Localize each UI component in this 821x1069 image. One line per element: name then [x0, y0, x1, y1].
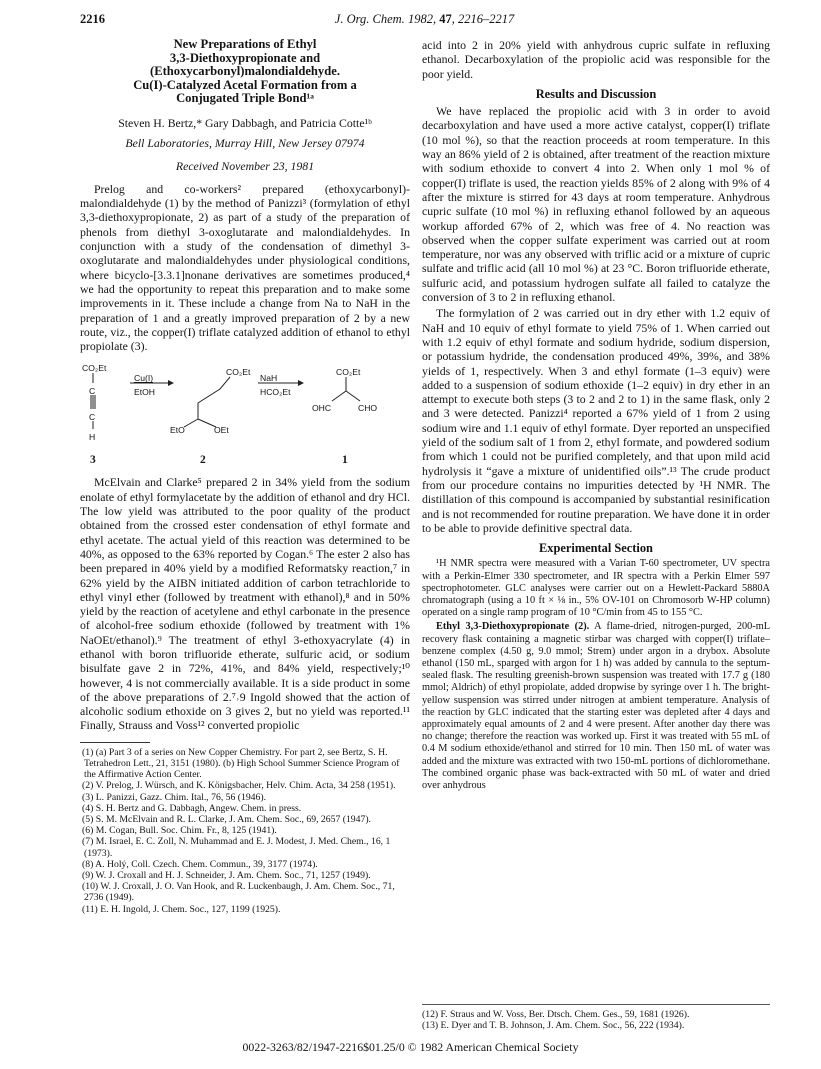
journal-name: J. Org. Chem. [334, 12, 405, 26]
experimental-heading: Experimental Section [539, 541, 653, 556]
right-intro-paragraph: acid into 2 in 20% yield with anhydrous cupric sulfate in refluxing ethanol. Decarboxylation of the propiolic acid was responsible for the poor yield. [422, 38, 770, 81]
footnotes-right [422, 1009, 770, 1032]
title-line: Cu(I)-Catalyzed Acetal Formation from a [133, 77, 357, 92]
title-line: (Ethoxycarbonyl)malondialdehyde. [150, 64, 340, 79]
cmpd2-oet: OEt [214, 425, 229, 436]
footnote: (12) F. Straus and W. Voss, Ber. Dtsch. Chem. Ges., 59, 1681 (1926). [422, 1009, 690, 1020]
intro-paragraph: Prelog and co-workers² prepared (ethoxycarbonyl)-malondialdehyde (1) by the method of Panizzi³ (formylation of ethyl 3,3-diethoxypropionate, 2) as part of a study of the preparation of phenols from diethyl 3-oxoglutarate and malondialdehydes. In conjunction with a study of the condensation of dimethyl 3-oxoglutarate and malondialdehydes under physiological conditions, where bicyclo-[3.3.1]nonane derivatives are sometimes produced,⁴ we had the opportunity to repeat this preparation and to make some improvements in it. These include a change from Na to NaH in the preparation of 1 and a greatly improved preparation of 2 by a new route, viz., the copper(I) triflate catalyzed addition of ethanol to ethyl propiolate (3). [80, 181, 410, 354]
page-number: 2216 [80, 12, 105, 26]
footnote: (2) V. Prelog, J. Würsch, and K. Königsbacher, Helv. Chim. Acta, 34 258 (1951). [82, 780, 396, 792]
cmpd1-cho: CHO [358, 403, 378, 414]
received-date: Received November 23, 1981 [175, 158, 315, 173]
left-column [80, 38, 410, 915]
cmpd2-eto: EtO [170, 425, 185, 436]
cmpd3-co2et: CO₂Et [82, 363, 107, 374]
footnote: (4) S. H. Bertz and G. Dabbagh, Angew. Chem. in press. [82, 802, 302, 814]
journal-pages: , 2216–2217 [451, 12, 515, 26]
journal-volume: 47 [439, 12, 452, 26]
cmpd3-c-bottom: C [89, 412, 96, 423]
cmpd1-co2et: CO₂Et [336, 367, 361, 378]
footnote: (3) L. Panizzi, Gazz. Chim. Ital., 76, 56 (1946). [82, 791, 267, 803]
title-line: New Preparations of Ethyl [173, 37, 317, 51]
compound-label-3: 3 [90, 454, 96, 467]
cmpd2-co2et: CO₂Et [226, 367, 251, 378]
journal-citation [80, 12, 769, 27]
footnote: (10) W. J. Croxall, J. O. Van Hook, and R. Luckenbaugh, J. Am. Chem. Soc., 71, 2736 (1949). [82, 881, 395, 904]
footnote: (7) M. Israel, E. C. Zoll, N. Muhammad and E. J. Modest, J. Med. Chem., 16, 1 (1973). [82, 836, 391, 859]
footnotes-left [80, 747, 410, 915]
results-paragraph-1: We have replaced the propiolic acid with 3 in order to avoid decarboxylation and have used a more active catalyst, copper(I) triflate (10 mol %), so that the reaction proceeds at room temperature. In this way an 86% yield of 2 is obtained, after treatment of the reaction mixture with sodium ethoxide to convert 4 into 2. When only 1 mol % of copper(I) triflate is used, the reaction yields 85% of 2 along with 9% of 4 after the mixture is stirred for 43 days at room temperature. Anhydrous cupric sulfate (10 mol %) in refluxing ethanol followed by an aqueous workup afforded 67% of 2, which was free of 4. No reaction was observed when the copper sulfate experiment was carried out at room temperature, nor was any observed with triflic acid or a mixture of cupric sulfate and triflic acid (all 10 mol %) at 23 °C. Boron trifluoride etherate, sulfuric acid, and potassium hydrogen sulfate all failed to catalyze the conversion of 3 to 2 in refluxing ethanol. [422, 104, 770, 305]
experimental-paragraph-2 [422, 621, 770, 792]
footnote: (9) W. J. Croxall and H. J. Schneider, J. Am. Chem. Soc., 71, 1257 (1949). [82, 870, 371, 881]
cmpd3-h: H [89, 432, 96, 443]
reagent-etoh: EtOH [134, 387, 156, 398]
reaction-scheme [80, 361, 410, 471]
title-line: Conjugated Triple Bond¹ᵃ [176, 91, 314, 106]
footnote: (11) E. H. Ingold, J. Chem. Soc., 127, 1199 (1925). [82, 903, 281, 915]
reagent-cu: Cu(I) [134, 373, 154, 384]
article-title [88, 38, 402, 106]
footnote: (13) E. Dyer and T. B. Johnson, J. Am. Chem. Soc., 56, 222 (1934). [422, 1020, 685, 1032]
footnote-rule-right [422, 1004, 770, 1005]
footnote: (8) A. Holý, Coll. Czech. Chem. Commun., 39, 3177 (1974). [82, 858, 318, 870]
footnote: (6) M. Cogan, Bull. Soc. Chim. Fr., 8, 125 (1941). [82, 825, 277, 837]
page-header [80, 12, 769, 32]
affiliation: Bell Laboratories, Murray Hill, New Jersey 07974 [125, 136, 365, 151]
compound-label-2: 2 [200, 454, 206, 467]
results-heading: Results and Discussion [535, 86, 657, 101]
experimental-subheading: Ethyl 3,3-Diethoxypropionate (2). [436, 621, 590, 633]
footnote: (5) S. M. McElvain and R. L. Clarke, J. Am. Chem. Soc., 69, 2657 (1947). [82, 813, 371, 825]
reagent-hco2et: HCO₂Et [260, 387, 291, 398]
right-column [422, 38, 770, 792]
experimental-paragraph-1: ¹H NMR spectra were measured with a Varian T-60 spectrometer, UV spectra with a Perkin-Elmer 330 spectrometer, and IR spectra with a Perkin Elmer 597 spectrophotometer. GLC analyses were carrier out on a Hewlett-Packard 5880A chromatograph (using a 10 ft × ⅛ in., 5% OV-101 on Chromosorb W-HP column) operated on a single ramp program of 10 °C/min from 45 to 155 °C. [422, 558, 770, 619]
journal-year: 1982, [404, 12, 440, 26]
cmpd1-ohc: OHC [312, 403, 332, 414]
title-line: 3,3-Diethoxypropionate and [169, 50, 321, 65]
results-paragraph-2: The formylation of 2 was carried out in dry ether with 1.2 equiv of NaH and 10 equiv of ethyl formate to yield 75% of 1. When carried out with 1.2 equiv of ethyl formate and sodium hydride, sodium dispersion, or potassium hydride, the condensation produced 49%, 39%, and 38% yields of 1, respectively. When 3 and ethyl formate (1–3 equiv) were added to a suspension of sodium ethoxide (1–2 equiv) in dry ether in an attempt to execute both steps (3 to 2 and 2 to 1) in the same flask, only 2 and 3 were detected. Panizzi⁴ reported a 67% yield of 1 from 2 using sodium wire and 1.1 equiv of ethyl formate. Dyer reported an unspecified yield of the sodium salt of 1 from 2, ethyl formate, and powdered sodium from which 1 could not be purified completely, and that upon mild acid hydrolysis it “gave a mixture of unidentified oils”.¹³ The crude product from our procedure contains no impurities detected by ¹H NMR. The distillation of this compound is accompanied by substantial resinification and is not recommended for routine preparation. We have done it in order to be able to provide definitive spectral data. [422, 306, 770, 535]
experimental-paragraph-2-text: A flame-dried, nitrogen-purged, 200-mL recovery flask containing a magnetic stirbar was charged with copper(I) triflate–benzene complex (4.50 g, 9.0 mmol; Strem) under argon in a drybox. Absolute ethanol (150 mL, sparged with argon for 1 h) was added by cannula to the septum-sealed flask. The resulting greenish-brown suspension was treated with 17.7 g (180 mmol; Aldrich) of ethyl propiolate, added dropwise by syringe over 1 h. The bright-yellow suspension was stirred under nitrogen at ambient temperature. Analysis of the reaction by GLC indicated that the starting ester was depleted after 4 days and approximately equal amounts of 2 and 4 were present. After another day there was no change; therefore the reaction was worked up. First it was treated with 55 mL of 0.4 M sodium ethoxide/ethanol and stirred for 10 min. Then 150 mL of water was added and the mixture was extracted with two 150-mL portions of dichloromethane. The combined organic phase was back-extracted with 50 mL of water and dried over anhydrous [422, 621, 770, 792]
compound-label-1: 1 [342, 454, 348, 467]
cmpd3-c-top: C [89, 386, 96, 397]
page-footer: 0022-3263/82/1947-2216$01.25/0 © 1982 American Chemical Society [242, 1040, 579, 1054]
footnote-rule [80, 742, 150, 743]
authors: Steven H. Bertz,* Gary Dabbagh, and Patricia Cotte¹ᵇ [118, 115, 372, 130]
paragraph-2: McElvain and Clarke⁵ prepared 2 in 34% yield from the sodium enolate of ethyl formylacetate by the addition of ethanol and dry HCl. The low yield was attributed to the poor quality of the product obtained from the crossed ester condensation of ethyl formate and ethyl acetate. The actual yield of this reaction was determined to be 40%, as opposed to the 63% reported by Cogan.⁶ The ester 2 also has been prepared in 40% yield by a modified Reformatsky reaction,⁷ in 62% yield by the AIBN initiated addition of carbon tetrachloride to ethyl vinyl ether (followed by treatment with ethanol),⁸ and in 50% yield by the reaction of acetylene and ethyl carbonate in the presence of alcohol-free sodium ethoxide (followed by treatment with 1% NaOEt/ethanol).⁹ The treatment of ethyl 3-ethoxyacrylate (4) in ethanol with boron trifluoride etherate, sulfuric acid, or sodium bisulfate gave 2 in 72%, 41%, and 84% yield, respectively;¹⁰ however, 4 is not commercially available. It is a side product in some of the above preparations of 2.⁷˒9 Ingold showed that the action of alcoholic sodium ethoxide on 3 gives 2, but no yield was reported.¹¹ Finally, Strauss and Voss¹² converted propiolic [80, 475, 410, 733]
footnote: (1) (a) Part 3 of a series on New Copper Chemistry. For part 2, see Bertz, S. H. Tetrahedron Lett., 21, 3151 (1980). (b) High School Summer Science Program of the Affirmative Action Center. [82, 746, 400, 781]
reagent-nah: NaH [260, 373, 278, 384]
